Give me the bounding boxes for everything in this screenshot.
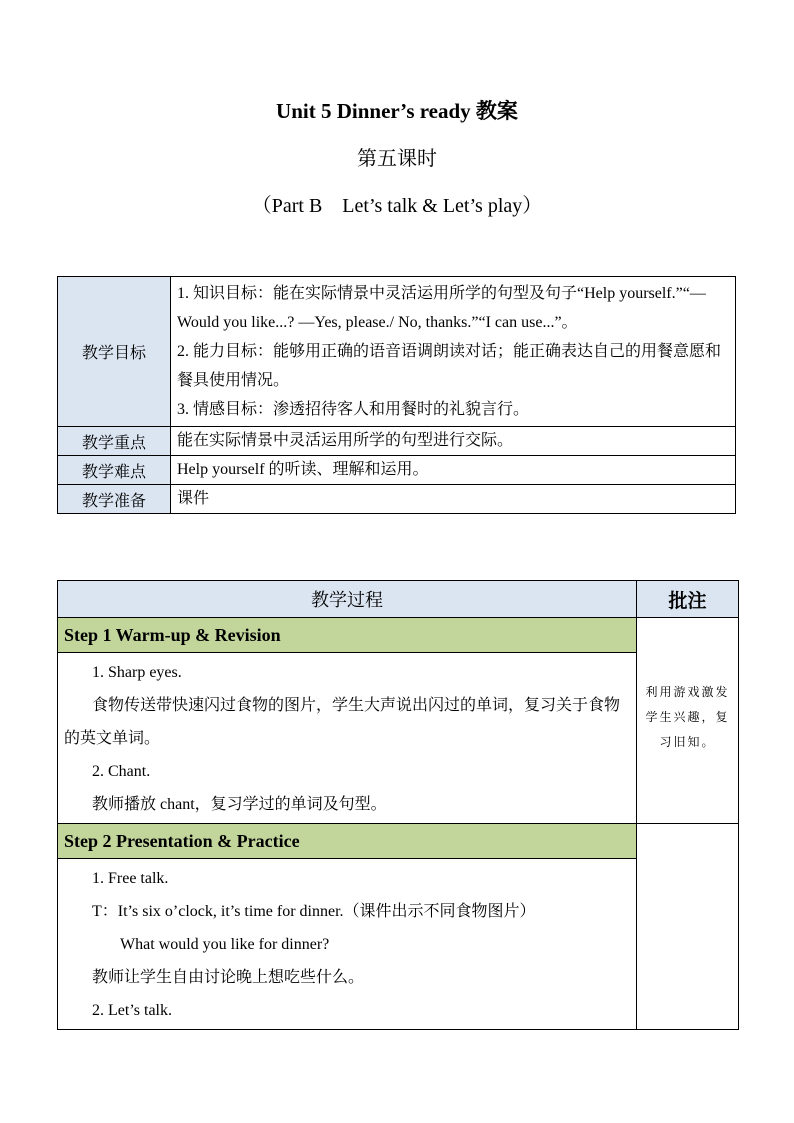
preparation-label: 教学准备 (58, 485, 171, 514)
objective-ability: 2. 能力目标：能够用正确的语音语调朗读对话；能正确表达自己的用餐意愿和餐具使用情况。 (177, 343, 722, 389)
step1-line: 教师播放 chant，复习学过的单词及句型。 (92, 796, 387, 813)
preparation-row (58, 485, 736, 514)
key-point-row (58, 427, 736, 456)
step1-title: Step 1 Warm-up & Revision (58, 618, 637, 653)
step2-title-row (58, 824, 739, 859)
key-point-label: 教学重点 (58, 427, 171, 456)
key-point-value: 能在实际情景中灵活运用所学的句型进行交际。 (171, 427, 736, 456)
step1-line: 食物传送带快速闪过食物的图片，学生大声说出闪过的单词，复习关于食物的英文单词。 (64, 697, 621, 747)
difficulty-label: 教学难点 (58, 456, 171, 485)
difficulty-value: Help yourself 的听读、理解和运用。 (171, 456, 736, 485)
lesson-number: 第五课时 (357, 148, 437, 170)
step2-title: Step 2 Presentation & Practice (58, 824, 637, 859)
step2-line: 1. Free talk. (92, 870, 169, 887)
step2-note (637, 824, 739, 1030)
process-header: 教学过程 (58, 581, 637, 618)
preparation-value: 课件 (171, 485, 736, 514)
objectives-label: 教学目标 (58, 277, 171, 427)
overview-table (57, 276, 736, 514)
step2-body-row (58, 859, 739, 1030)
objective-emotion: 3. 情感目标：渗透招待客人和用餐时的礼貌言行。 (177, 401, 530, 418)
difficulty-row (58, 456, 736, 485)
objectives-row (58, 277, 736, 427)
document-title: Unit 5 Dinner’s ready 教案 (276, 99, 518, 123)
step1-body-row (58, 653, 739, 824)
step1-line: 1. Sharp eyes. (92, 664, 182, 681)
lesson-part: （Part B Let’s talk & Let’s play） (251, 195, 543, 217)
step1-body (58, 653, 637, 824)
process-header-row (58, 581, 739, 618)
notes-header: 批注 (637, 581, 739, 618)
step2-line: 2. Let’s talk. (92, 1002, 172, 1019)
objective-knowledge: 1. 知识目标：能在实际情景中灵活运用所学的句型及句子“Help yourself.”“—Would you like...? —Yes, please./ No, thanks.”“I can use...”。 (177, 285, 706, 331)
step2-line: What would you like for dinner? (120, 936, 330, 953)
step2-line: T：It’s six o’clock, it’s time for dinner.（课件出示不同食物图片） (92, 903, 536, 920)
step1-line: 2. Chant. (92, 763, 151, 780)
process-table (57, 580, 739, 1030)
step2-body (58, 859, 637, 1030)
step1-note: 利用游戏激发学生兴趣，复习旧知。 (637, 618, 739, 824)
step1-title-row (58, 618, 739, 653)
objectives-value (171, 277, 736, 427)
step2-line: 教师让学生自由讨论晚上想吃些什么。 (92, 969, 365, 986)
